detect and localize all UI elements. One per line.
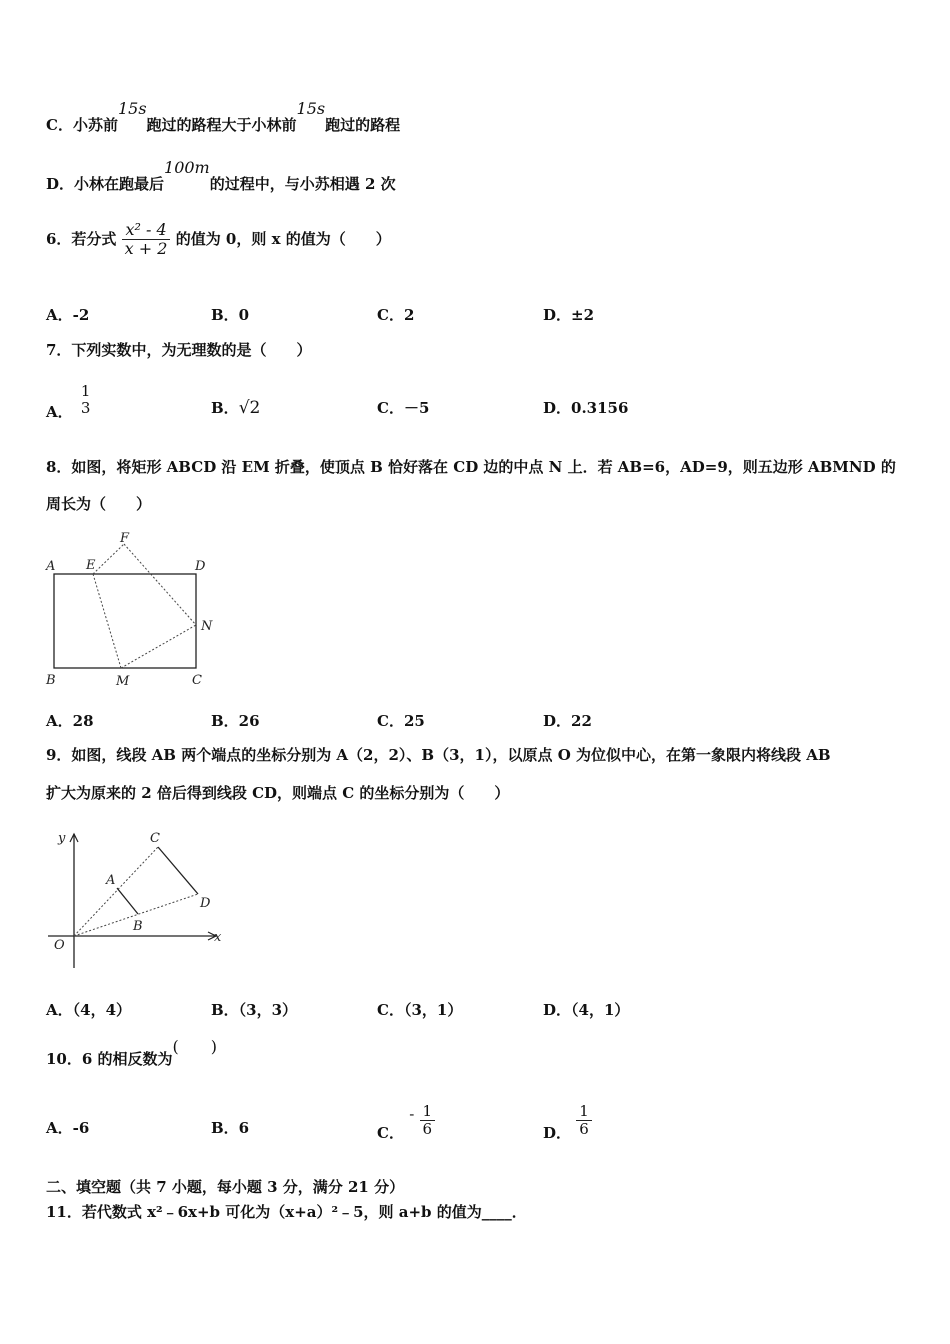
question-8-line2: 周长为（ ） [46, 495, 152, 513]
label-y: y [58, 831, 66, 846]
fold-line-ef [93, 544, 124, 574]
label-n: N [201, 619, 213, 634]
q10-option-c: C． - $\frac{1}{6}$ [377, 1094, 435, 1128]
q9-figure [40, 822, 240, 977]
label-d: D [195, 559, 206, 574]
fraction: 1 3 [80, 382, 91, 417]
label-c: C [150, 831, 160, 846]
label-d: D [200, 896, 211, 911]
label-m: M [116, 674, 130, 689]
q6-option-d: D．±2 [543, 306, 595, 324]
question-8-line1: 8．如图，将矩形 ABCD 沿 EM 折叠，使顶点 B 恰好落在 CD 边的中点 N 上．若 AB=6，AD=9，则五边形 ABMND 的 [46, 458, 896, 476]
rectangle-abcd [54, 574, 196, 668]
q6-option-b: B．0 [211, 306, 250, 324]
q8-figure [40, 528, 230, 693]
q8-option-d: D．22 [543, 712, 592, 730]
q10-option-a: A．-6 [46, 1119, 90, 1137]
label-o: O [54, 938, 65, 953]
label-a: A [106, 873, 116, 888]
label-b: B [46, 673, 56, 688]
segment-ab [117, 888, 138, 914]
q6-option-a: A．-2 [46, 306, 90, 324]
q8-option-b: B．26 [211, 712, 260, 730]
label-b: B [133, 919, 143, 934]
q8-option-a: A．28 [46, 712, 94, 730]
q9-option-a: A．（4，4） [46, 1001, 132, 1019]
segment-oc [74, 847, 158, 936]
label-x: x [214, 930, 222, 945]
math-15s: 15s [117, 99, 147, 118]
question-9-line2: 扩大为原来的 2 倍后得到线段 CD，则端点 C 的坐标分别为（ ） [46, 784, 510, 802]
q8-option-c: C．25 [377, 712, 425, 730]
q7-option-d: D．0.3156 [543, 399, 629, 417]
fold-line-em [93, 574, 121, 668]
segment-cd [158, 847, 198, 894]
q7-option-c: C．－5 [377, 399, 430, 417]
q5-option-c: C．小苏前15s跑过的路程大于小林前15s跑过的路程 [46, 99, 401, 134]
q10-option-b: B．6 [211, 1119, 250, 1137]
fraction: $\frac{1}{6}$ [420, 1104, 436, 1138]
q10-option-d: D． $\frac{1}{6}$ [543, 1094, 592, 1128]
fold-line-fn [124, 544, 196, 625]
q7-option-a: A． 1 3 [46, 372, 93, 405]
q9-option-c: C．（3，1） [377, 1001, 463, 1019]
question-11: 11．若代数式 x²﹣6x+b 可化为（x+a）²﹣5，则 a+b 的值为____． [46, 1203, 527, 1221]
fraction: $\frac{1}{6}$ [576, 1104, 592, 1138]
q9-option-b: B．（3，3） [211, 1001, 298, 1019]
section-title: 二、填空题（共 7 小题，每小题 3 分，满分 21 分） [46, 1178, 405, 1196]
question-6: 6．若分式 $\frac{\text{x² - 4}}{x + 2}$ 的值为 0，则 x 的值为（ ） [46, 220, 391, 258]
question-7: 7．下列实数中，为无理数的是（ ） [46, 341, 312, 359]
q7-option-b: B．√2 [211, 398, 261, 418]
q6-option-c: C．2 [377, 306, 415, 324]
question-9-line1: 9．如图，线段 AB 两个端点的坐标分别为 A（2，2）、B（3，1），以原点 O 为位似中心，在第一象限内将线段 AB [46, 746, 831, 764]
math-15s-2: 15s [296, 99, 326, 118]
fold-line-mn [121, 625, 196, 668]
math-100m: 100m [164, 158, 210, 177]
label-f: F [120, 531, 130, 546]
q9-option-d: D．（4，1） [543, 1001, 630, 1019]
q5-option-d: D．小林在跑最后100m的过程中，与小苏相遇 2 次 [46, 158, 396, 193]
label-e: E [86, 558, 96, 573]
label-c: C [192, 673, 202, 688]
fraction: $\frac{\text{x² - 4}}{x + 2}$ [122, 222, 171, 258]
label-a: A [46, 559, 56, 574]
question-10: 10．6 的相反数为( ) [46, 1037, 218, 1068]
